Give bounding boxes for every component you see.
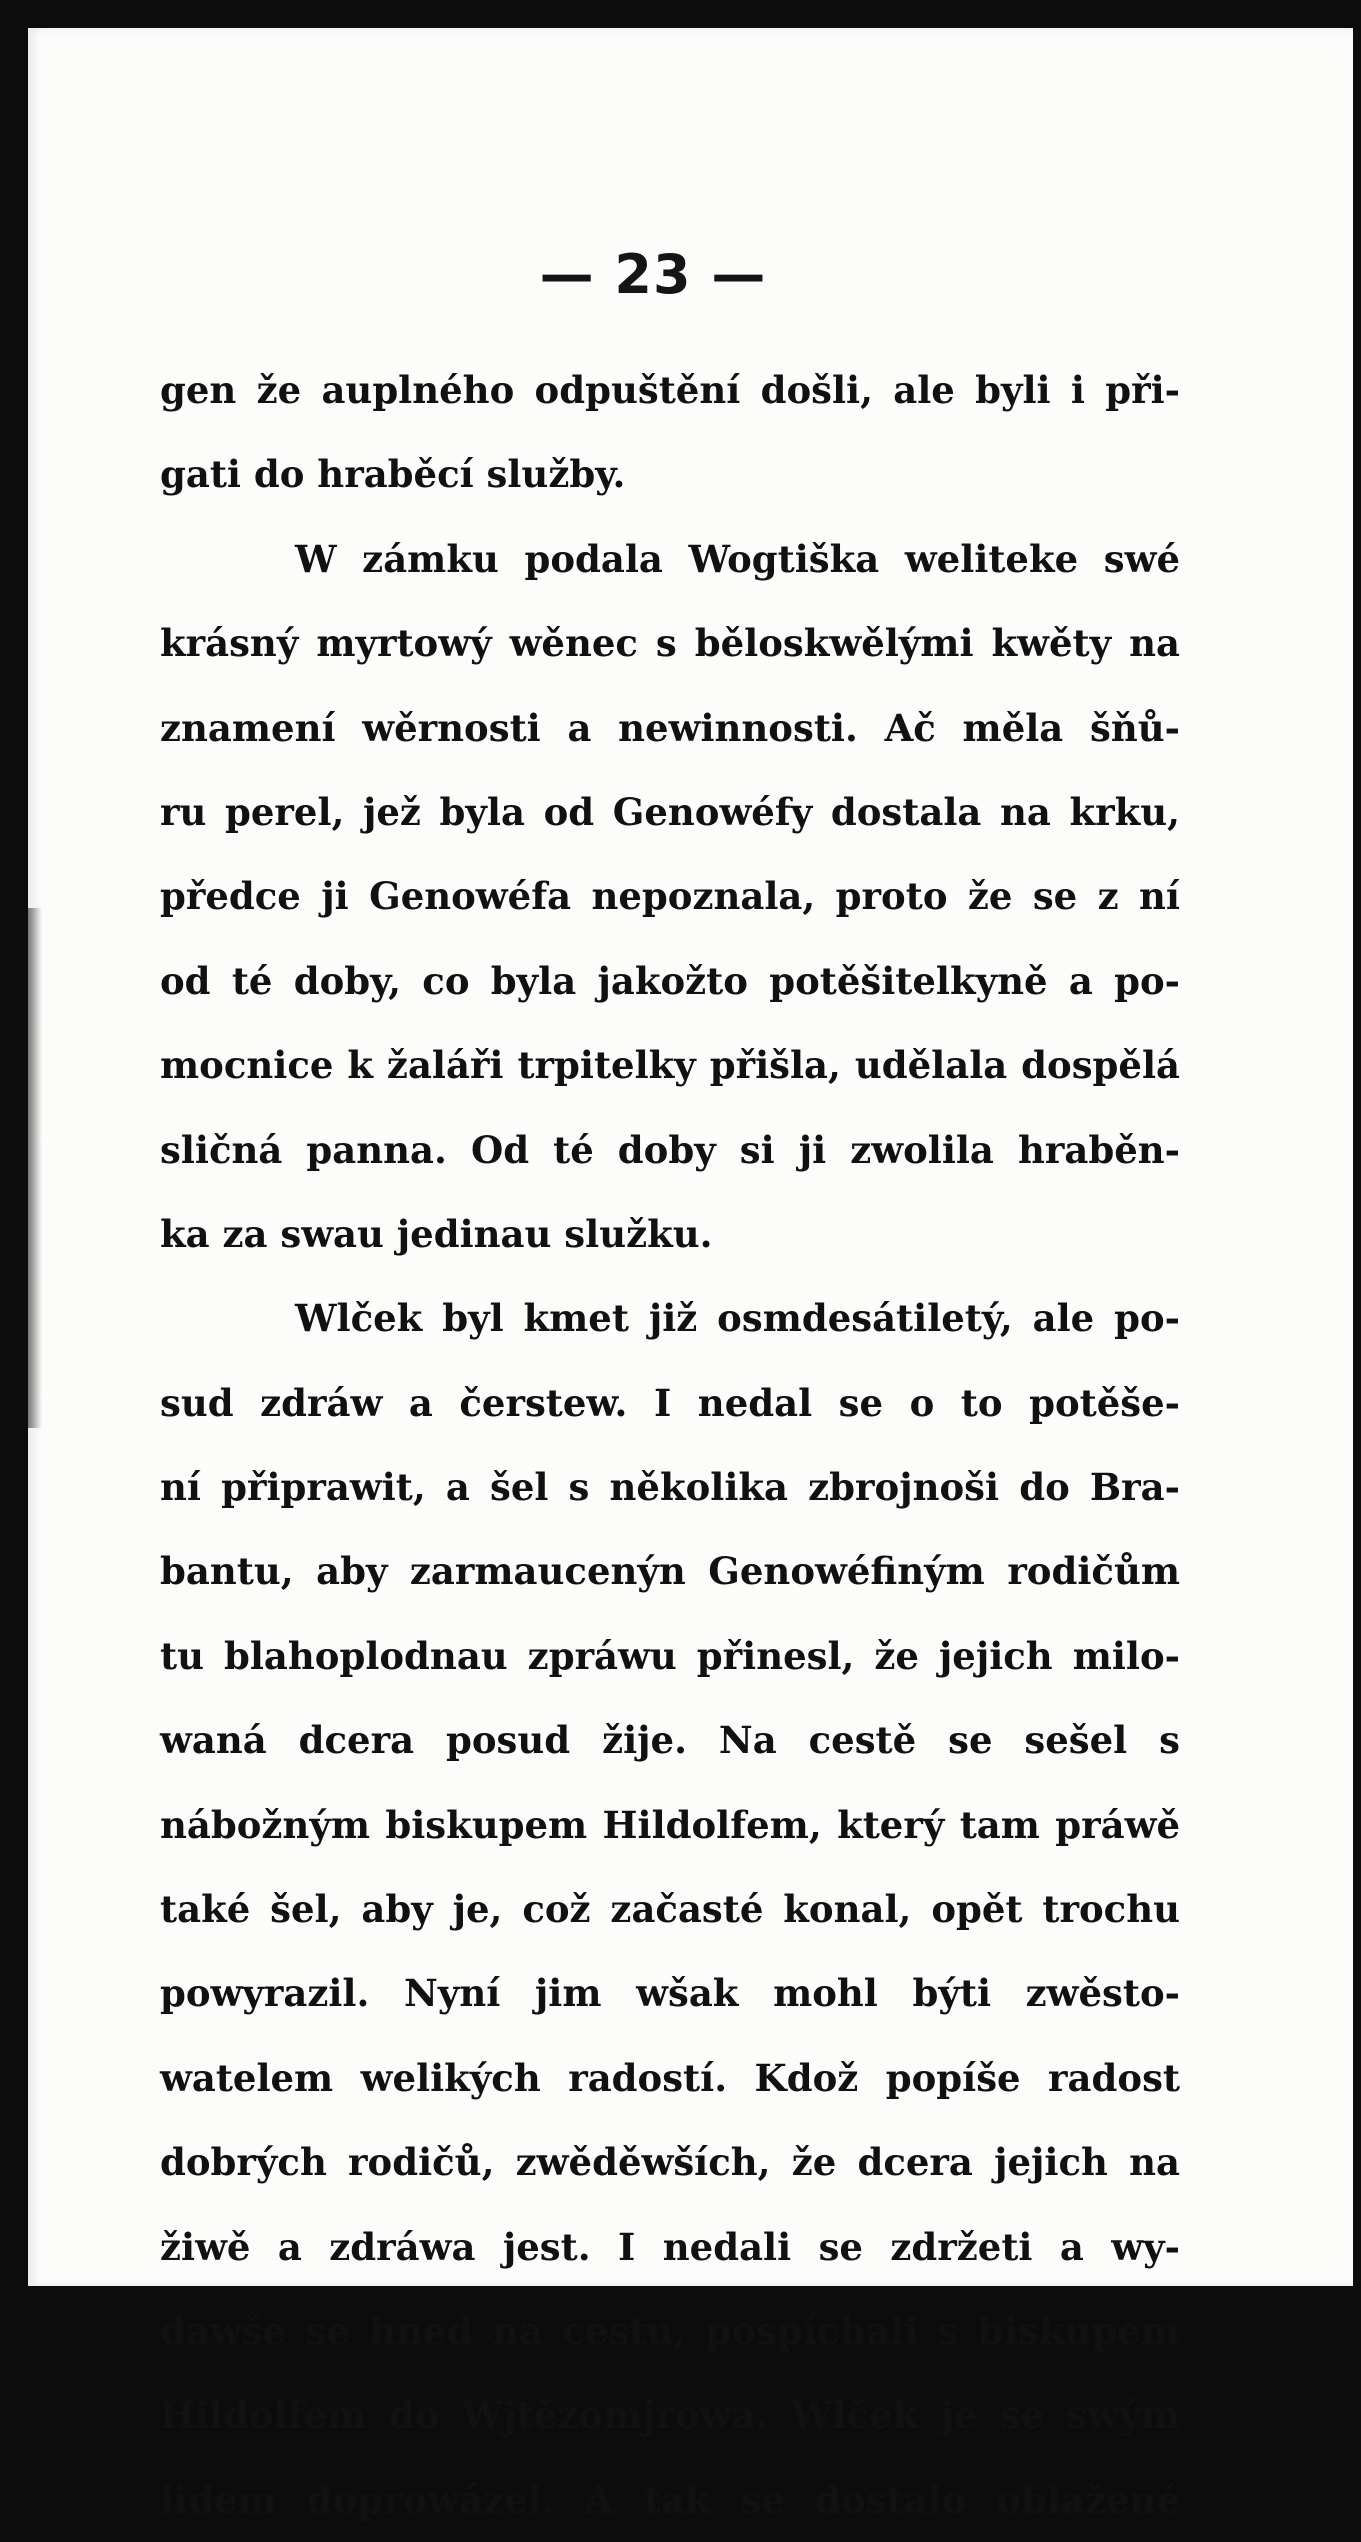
text-line: krásný myrtowý wěnec s běloskwělými kwěty na (160, 621, 1180, 666)
text-line: dobrých rodičů, zwěděwších, že dcera jejich na (160, 2140, 1180, 2185)
text-line: gati do hraběcí služby. (160, 452, 626, 497)
text-line: Hildolfem do Wjtězomjrowa. Wlček je se swým (160, 2393, 1180, 2438)
body-text (160, 348, 1180, 2542)
text-line: dawše se hned na cestu, pospíchali s biskupem (160, 2308, 1180, 2353)
text-line: gen že auplného odpuštění došli, ale byli i při- (160, 368, 1180, 412)
text-line: ru perel, jež byla od Genowéfy dostala na krku, (160, 789, 1180, 834)
text-line: powyrazil. Nyní jim wšak mohl býti zwěsto- (160, 1971, 1180, 2016)
page-spine-shadow (28, 908, 42, 1428)
text-line: od té doby, co byla jakožto potěšitelkyně a po- (160, 958, 1180, 1003)
page-number: — 23 — (539, 243, 767, 306)
text-line: žiwě a zdráwa jest. I nedali se zdržeti a wy- (160, 2224, 1180, 2269)
text-line: také šel, aby je, což začasté konal, opět trochu (160, 1887, 1180, 1932)
text-line: W zámku podala Wogtiška weliteke swé (295, 536, 1180, 581)
text-line: sud zdráw a čerstew. I nedal se o to potěše- (160, 1380, 1180, 1425)
text-line: mocnice k žaláři trpitelky přišla, udělala dospělá (160, 1043, 1180, 1088)
text-line: Wlček byl kmet již osmdesátiletý, ale po- (295, 1296, 1180, 1341)
text-line: lidem doprowázel. A tak se dostalo oblažené (160, 2477, 1180, 2522)
text-line: waná dcera posud žije. Na cestě se sešel s (160, 1718, 1180, 1763)
text-line: bantu, aby zarmaucenýn Genowéfiným rodičům (160, 1549, 1180, 1594)
text-line: znamení wěrnosti a newinnosti. Ač měla šňů- (160, 705, 1180, 750)
book-page (28, 28, 1353, 2522)
text-line: ka za swau jedinau služku. (160, 1211, 713, 1256)
text-line: watelem welikých radostí. Kdož popíše radost (160, 2055, 1180, 2100)
text-line: předce ji Genowéfa nepoznala, proto že se z ní (160, 874, 1180, 919)
text-line: ní připrawit, a šel s několika zbrojnoši do Bra- (160, 1465, 1180, 1510)
text-line: tu blahoplodnau zpráwu přinesl, že jejich milo- (160, 1633, 1180, 1678)
text-line: sličná panna. Od té doby si ji zwolila hraběn- (160, 1127, 1180, 1172)
text-line: nábožným biskupem Hildolfem, který tam práwě (160, 1802, 1180, 1847)
